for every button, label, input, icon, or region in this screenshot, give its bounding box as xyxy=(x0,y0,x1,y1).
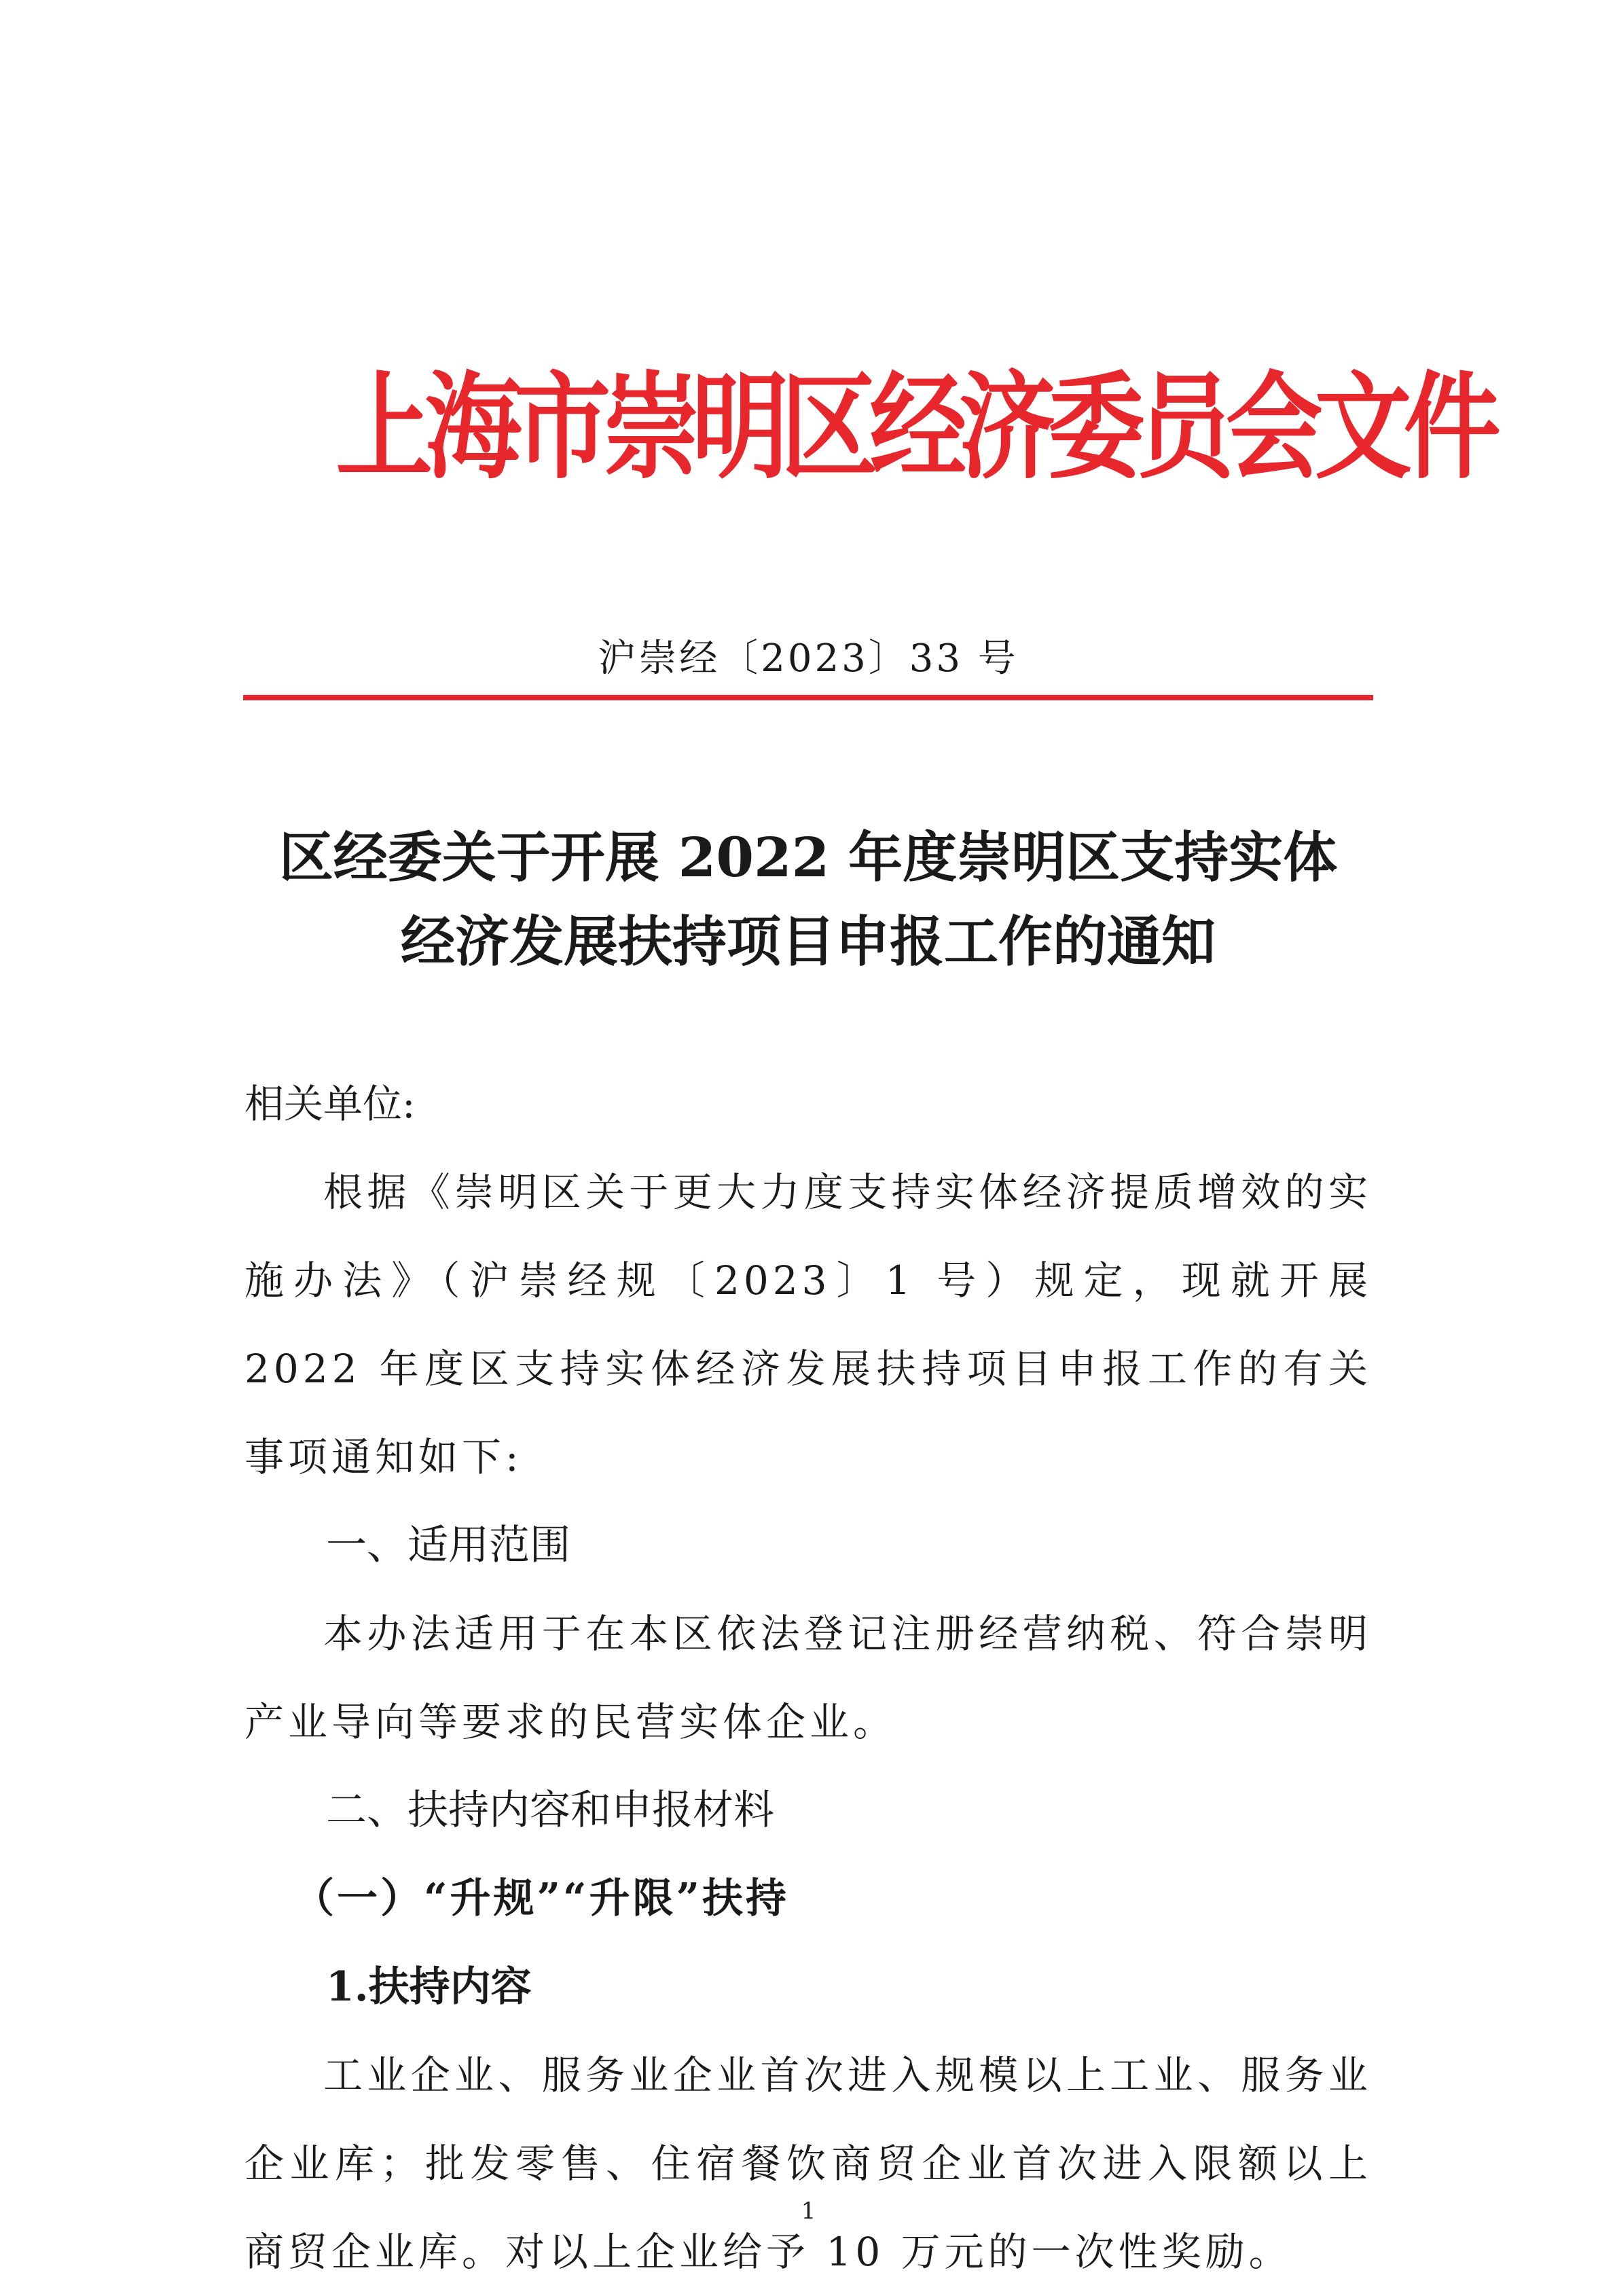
notice-body xyxy=(244,1060,1372,2296)
masthead-title: 上海市崇明区经济委员会文件 xyxy=(335,361,1493,495)
section-2-heading: 二、扶持内容和申报材料 xyxy=(326,1787,774,1834)
page-number: 1 xyxy=(801,2198,816,2225)
notice-title xyxy=(224,815,1392,984)
notice-title-line-2: 经济发展扶持项目申报工作的通知 xyxy=(401,910,1216,973)
item-1-heading: 1.扶持内容 xyxy=(326,1963,532,2011)
section-1-paragraph: 本办法适用于在本区依法登记注册经营纳税、符合崇明产业导向等要求的民营实体企业。 xyxy=(244,1611,1372,1745)
item-1-paragraph: 工业企业、服务业企业首次进入规模以上工业、服务业企业库；批发零售、住宿餐饮商贸企业首次进入限额以上商贸企业库。对以上企业给予 10 万元的一次性奖励。 xyxy=(244,2052,1372,2275)
subsection-1-heading: （一）“升规”“升限”扶持 xyxy=(293,1875,790,1922)
intro-paragraph: 根据《崇明区关于更大力度支持实体经济提质增效的实施办法》（沪崇经规〔2023〕1 号）规定，现就开展 2022 年度区支持实体经济发展扶持项目申报工作的有关事项通知如下: xyxy=(244,1169,1372,1480)
section-1-heading: 一、适用范围 xyxy=(326,1522,570,1569)
red-divider-line xyxy=(243,695,1373,700)
notice-title-line-1: 区经委关于开展 2022 年度崇明区支持实体 xyxy=(278,825,1338,889)
document-number: 沪崇经〔2023〕33 号 xyxy=(598,636,1019,681)
salutation: 相关单位: xyxy=(244,1081,416,1127)
